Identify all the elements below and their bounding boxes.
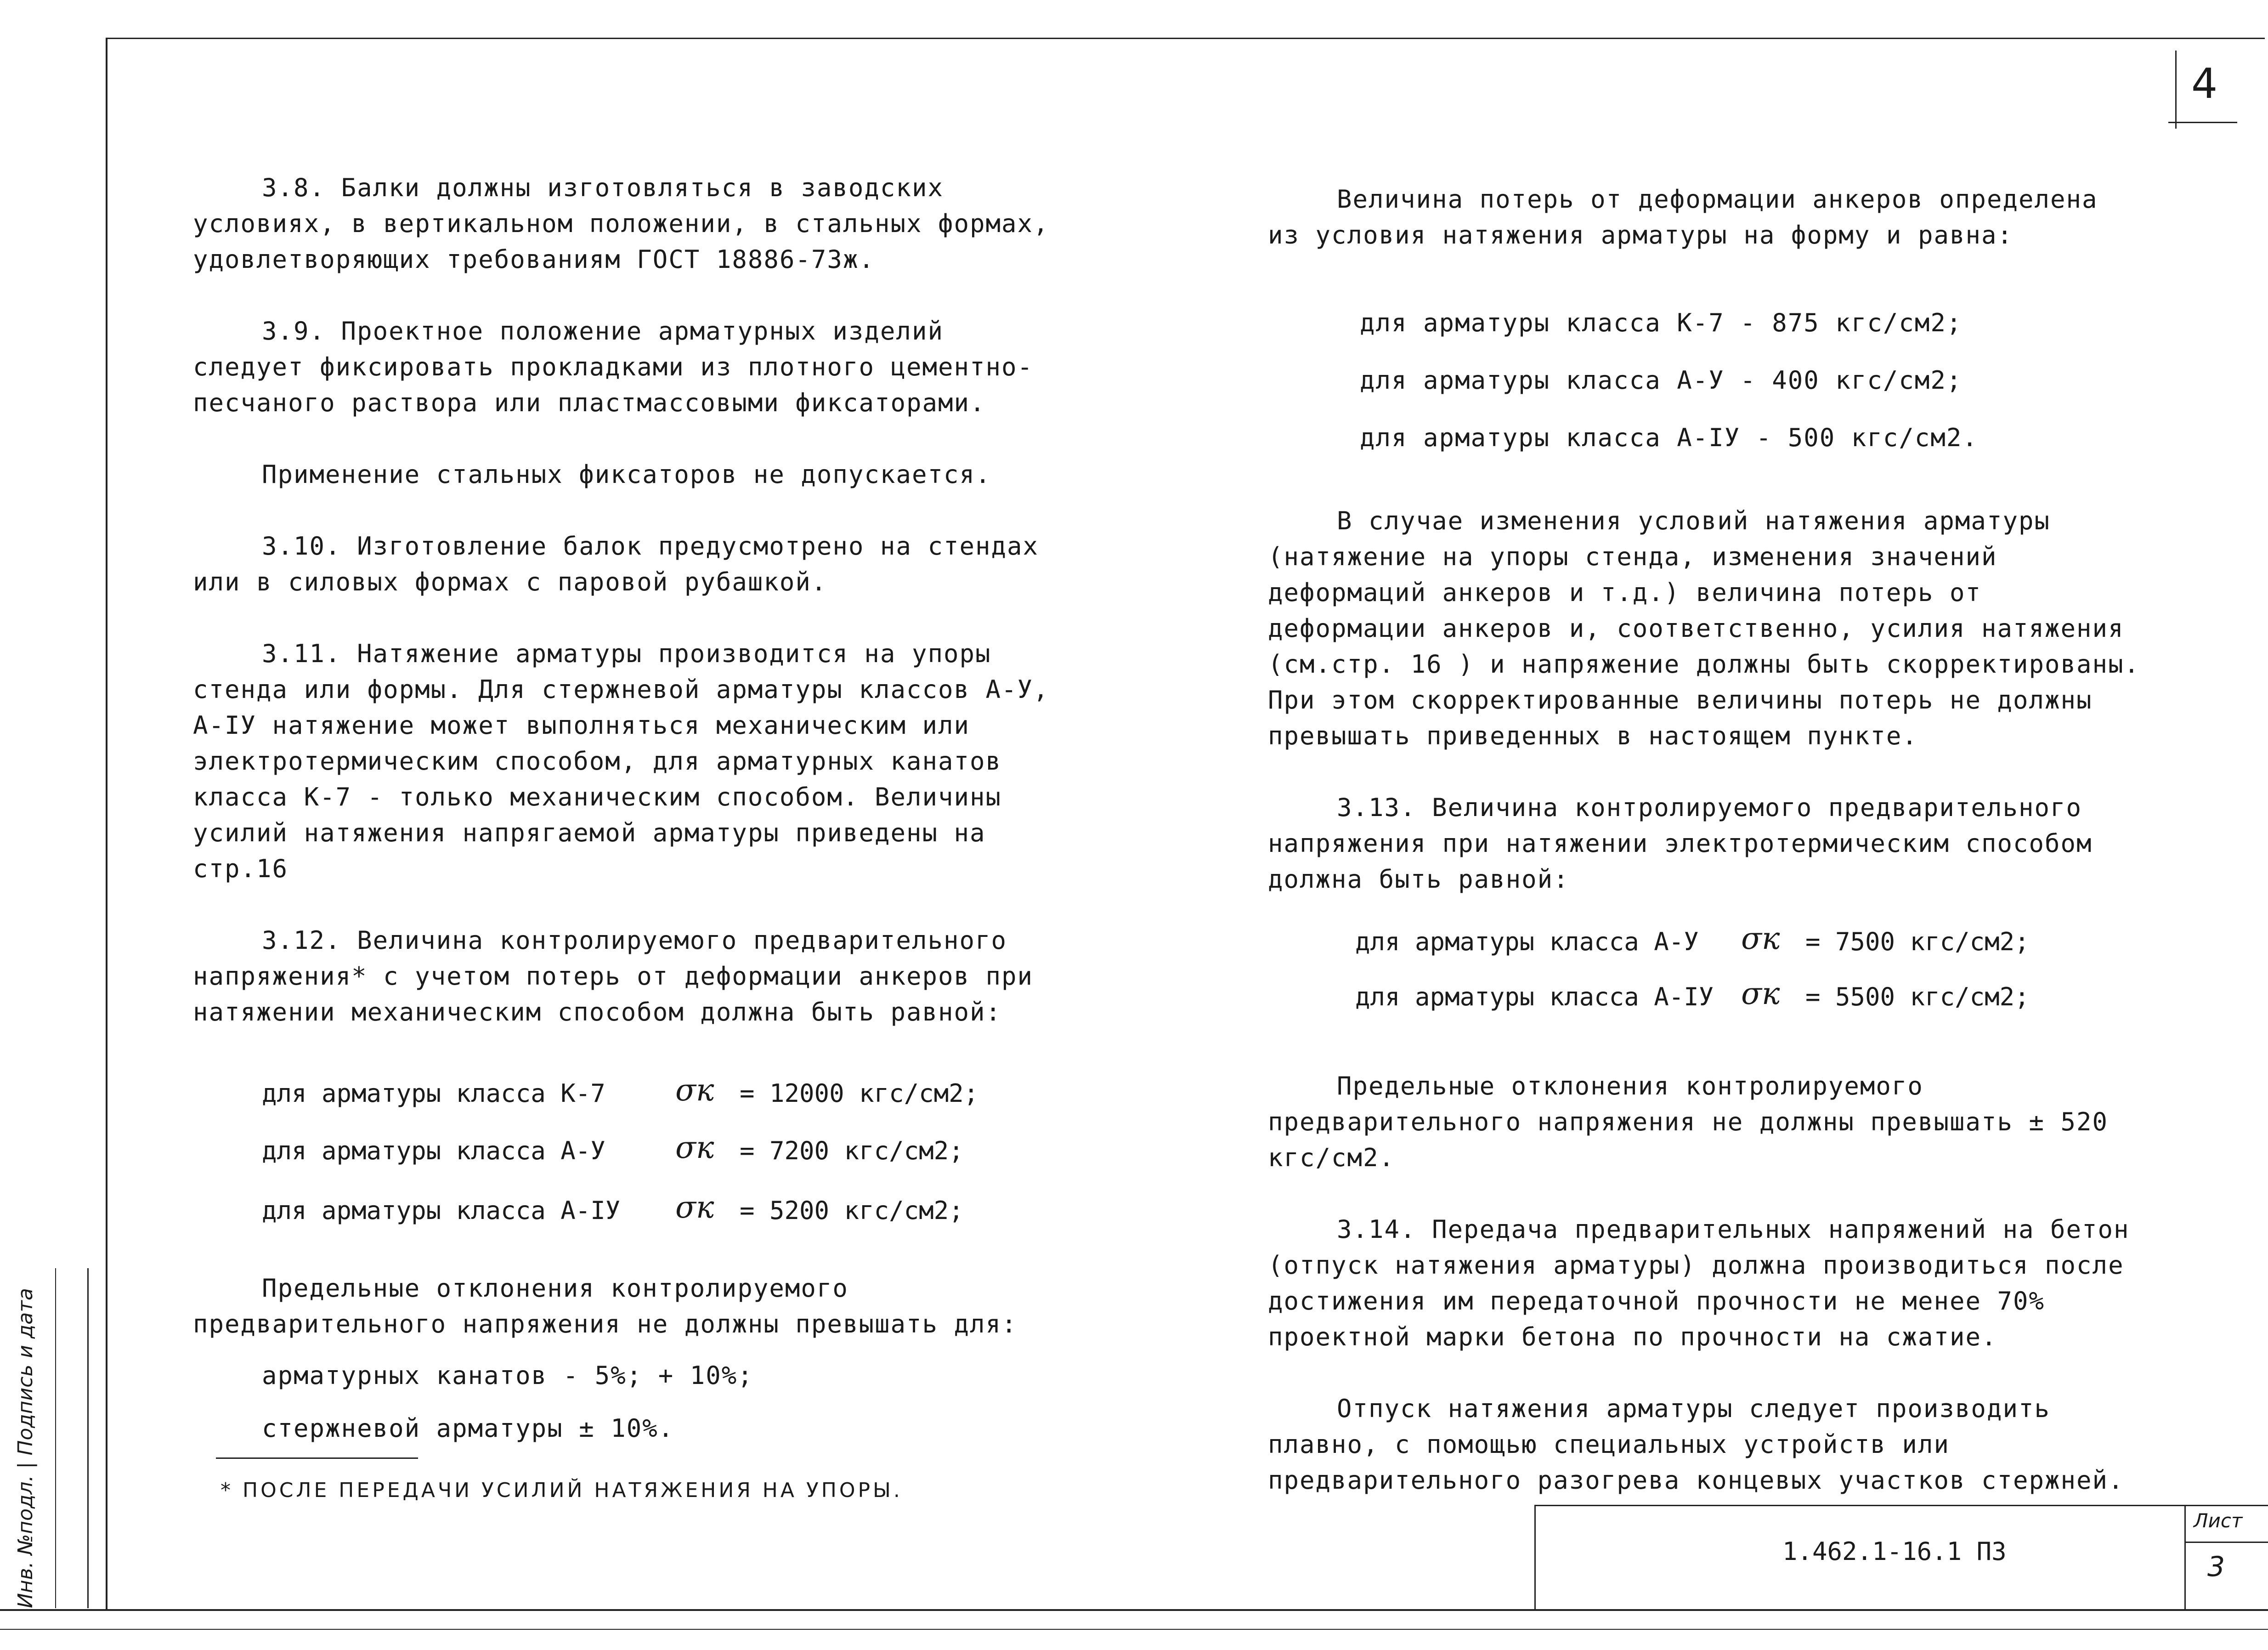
formula-symbol: σк [675,1072,714,1108]
paragraph-3-14: 3.14. Передача предварительных напряжений на бетон (отпуск натяжения арматуры) должна производиться после достижения им передаточной прочности не менее 70% проектной марки бетона по прочности на сжатие. [1268,1215,2130,1351]
loss-a5: для арматуры класса А-У - 400 кгс/см2; [1360,366,1963,395]
sheet-label: Лист [2194,1509,2243,1532]
left-limits [193,1270,1070,1342]
formula-value: = 5500 кгс/см2; [1805,982,2030,1011]
right-column-middle [1268,503,2141,897]
formula-row-k7 [262,1072,1070,1117]
page-number-box-bottom [2168,122,2237,123]
paragraph-3-9-note: Применение стальных фиксаторов не допускается. [262,460,991,489]
stamp-sheet-mid [2184,1542,2268,1543]
losses-list [1360,294,2095,466]
paragraph-3-12: 3.12. Величина контролируемого предварительного напряжения* с учетом потерь от деформации анкеров при натяжении механическим способом должна быть равной: [193,926,1034,1026]
side-strip-line [87,1268,89,1608]
formula-label: для арматуры класса А-IУ [262,1196,621,1225]
loss-a4: для арматуры класса А-IУ - 500 кгс/см2. [1360,423,1978,452]
formula-row-a5 [262,1130,1070,1174]
page-number-box-left [2175,51,2177,129]
loss-k7: для арматуры класса К-7 - 875 кгс/см2; [1360,308,1963,337]
limits-intro: Предельные отклонения контролируемого предварительного напряжения не должны превышать для: [193,1274,1018,1338]
paragraph-3-11: 3.11. Натяжение арматуры производится на упоры стенда или формы. Для стержневой арматуры классов А-У, А-IУ натяжение может выполняться механическим или электротермическим способом, для арматурных канатов класса К-7 - только механическим способом. Величины усилий натяжения напрягаемой арматуры приведены на стр.16 [193,639,1049,883]
formula-row-a4 [262,1192,1070,1234]
paragraph-3-8: 3.8. Балки должны изготовляться в заводских условиях, в вертикальном положении, в стальных формах, удовлетворяющих требованиям ГОСТ 18886-73ж. [193,173,1049,274]
formula-right-a4 [1355,976,2136,1020]
formula-label: для арматуры класса К-7 [262,1079,605,1108]
stamp-sheet-divider [2184,1505,2186,1609]
paragraph-3-10: 3.10. Изготовление балок предусмотрено на стендах или в силовых формах с паровой рубашкой. [193,532,1039,596]
formula-label: для арматуры класса А-IУ [1355,982,1714,1011]
left-column [193,170,1070,1030]
formula-label: для арматуры класса А-У [262,1136,605,1165]
paragraph-3-13: 3.13. Величина контролируемого предварительного напряжения при натяжении электротермическим способом должна быть равной: [1268,793,2093,894]
bottom-border [0,1609,2268,1611]
top-border [106,38,2265,39]
page-number: 4 [2191,60,2218,108]
formula-symbol: σк [675,1190,714,1225]
losses-intro: Величина потерь от деформации анкеров определена из условия натяжения арматуры на форму и равна: [1268,185,2098,249]
limit-line-1: арматурных канатов - 5%; + 10%; [262,1361,753,1390]
formula-label: для арматуры класса А-У [1355,927,1699,956]
side-margin-note: Инв. №подл. | Подпись и дата [14,1288,37,1608]
formula-symbol: σк [1741,976,1780,1011]
formula-value: = 5200 кгс/см2; [740,1196,964,1225]
formula-symbol: σк [1741,921,1780,956]
footnote-rule [216,1457,418,1459]
bottom-rule [0,1629,2268,1630]
paragraph-change-conditions: В случае изменения условий натяжения арматуры (натяжение на упоры стенда, изменения значений деформаций анкеров и т.д.) величина потерь от деформации анкеров и, соответственно, усилия натяжения (см.стр. 16 ) и напряжение должны быть скорректированы. При этом скорректированные величины потерь не должны превышать приведенных в настоящем пункте. [1268,506,2140,750]
document-code: 1.462.1-16.1 ПЗ [1782,1537,2007,1566]
paragraph-release: Отпуск натяжения арматуры следует производить плавно, с помощью специальных устройств или предварительного разогрева концевых участков стержней. [1268,1394,2124,1495]
side-strip-line-2 [55,1268,56,1608]
limit-line-2: стержневой арматуры ± 10%. [262,1414,674,1443]
right-column [1268,181,2141,253]
paragraph-3-9: 3.9. Проектное положение арматурных изделий следует фиксировать прокладками из плотного цементно-песчаного раствора или пластмассовыми фиксаторами. [193,317,1034,417]
footnote: * ПОСЛЕ ПЕРЕДАЧИ УСИЛИЙ НАТЯЖЕНИЯ НА УПОРЫ. [221,1479,903,1502]
formula-value: = 7200 кгс/см2; [740,1136,964,1165]
stamp-top [1534,1505,2268,1506]
paragraph-limits-right: Предельные отклонения контролируемого предварительного напряжения не должны превышать ± 520 кгс/см2. [1268,1072,2109,1172]
right-column-lower [1268,1068,2141,1498]
formula-right-a5 [1355,921,2136,965]
sheet-number: 3 [2207,1551,2225,1583]
formula-value: = 12000 кгс/см2; [740,1079,979,1108]
formula-symbol: σк [675,1130,714,1165]
stamp-left [1534,1505,1536,1609]
formula-value: = 7500 кгс/см2; [1805,927,2030,956]
left-border [106,38,107,1609]
